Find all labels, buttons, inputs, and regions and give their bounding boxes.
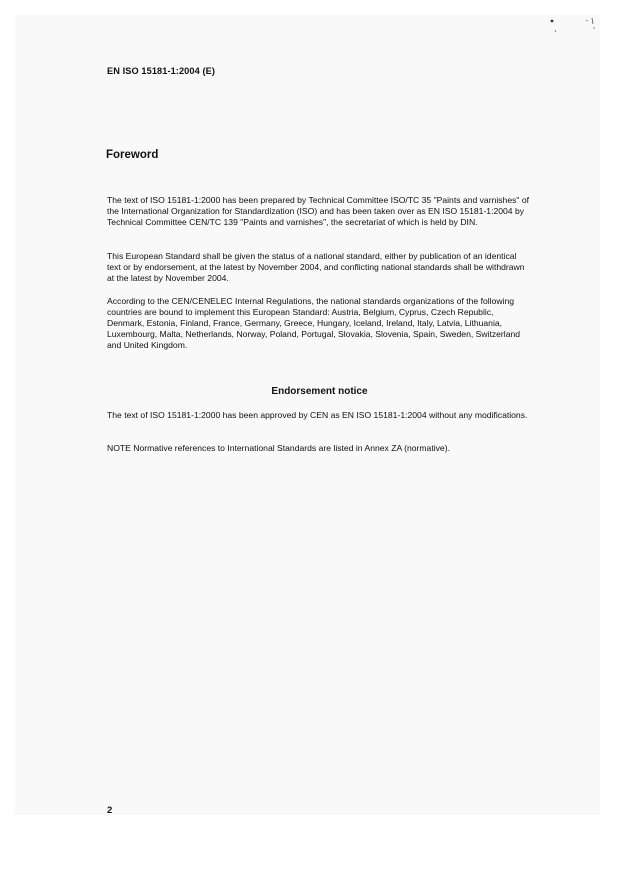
endorsement-heading: Endorsement notice bbox=[271, 386, 368, 397]
scan-specks bbox=[548, 16, 598, 36]
endorsement-text: The text of ISO 15181-1:2000 has been approved by CEN as EN ISO 15181-1:2004 without any modifications. bbox=[107, 410, 528, 420]
endorsement-note: NOTE Normative references to International Standards are listed in Annex ZA (normative). bbox=[107, 443, 450, 453]
document-code-header: EN ISO 15181-1:2004 (E) bbox=[107, 66, 216, 76]
foreword-heading: Foreword bbox=[106, 149, 159, 161]
foreword-paragraph: This European Standard shall be given the status of a national standard, either by publication of an identical text or by endorsement, at the latest by November 2004, and conflicting national standards shall be withdrawn at the latest by November 2004. bbox=[107, 251, 525, 283]
page-number: 2 bbox=[107, 805, 113, 816]
foreword-paragraph: According to the CEN/CENELEC Internal Regulations, the national standards organizations of the following countries are bound to implement this European Standard: Austria, Belgium, Cyprus, Czech Republic, Denmark, Estonia, Finland, France, Germany, Greece, Hungary, Iceland, Ireland, Italy, Latvia, Lithuania, Luxembourg, Malta, Netherlands, Norway, Poland, Portugal, Slovakia, Slovenia, Spain, Sweden, Switzerland and United Kingdom. bbox=[107, 296, 521, 350]
foreword-paragraph: The text of ISO 15181-1:2000 has been prepared by Technical Committee ISO/TC 35 "Paints and varnishes" of the International Organization for Standardization (ISO) and has been taken over as EN ISO 15181-1:2004 by Technical Committee CEN/TC 139 "Paints and varnishes", the secretariat of which is held by DIN. bbox=[107, 195, 530, 227]
